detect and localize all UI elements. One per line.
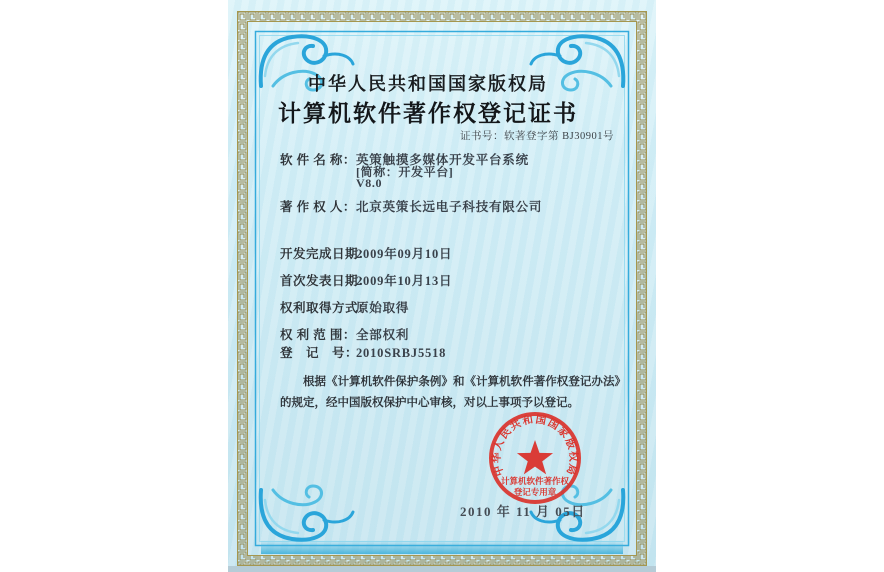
certificate-number: 证书号：软著登字第 BJ30901号 [460, 131, 614, 142]
field-label: 软 件 名 称： [280, 153, 356, 167]
field-label: 首次发表日期： [280, 274, 372, 288]
field-value: 英策触摸多媒体开发平台系统 [356, 153, 529, 167]
field-label: 权利取得方式： [280, 301, 372, 315]
field-row-copyright-owner [280, 197, 542, 215]
field-row-registration-number [280, 343, 446, 361]
field-row-first-publish-date [280, 271, 452, 289]
issuer-title: 中华人民共和国国家版权局 [308, 74, 548, 94]
seal-star-icon [517, 440, 553, 474]
seal-date: 2010 年 11 月 05日 [460, 504, 586, 519]
field-value: 2009年10月13日 [356, 274, 453, 288]
field-value: 北京英策长远电子科技有限公司 [356, 200, 543, 214]
field-label: 著 作 权 人： [280, 200, 356, 214]
field-value: 2009年09月10日 [356, 247, 453, 261]
seal-line1: 计算机软件著作权 [500, 476, 570, 486]
bottom-blue-band [261, 540, 623, 554]
field-row-rights-scope [280, 325, 409, 343]
software-short-name: [简称：开发平台] [356, 165, 454, 179]
field-value: 原始取得 [356, 301, 410, 315]
corner-flourish-icon [261, 486, 353, 540]
certificate-title: 计算机软件著作权登记证书 [278, 101, 578, 126]
field-label: 登 记 号： [280, 346, 359, 360]
field-value: 2010SRBJ5518 [356, 346, 447, 360]
seal-line2: 登记专用章 [513, 487, 557, 497]
field-label: 开发完成日期： [280, 247, 372, 261]
field-label: 权 利 范 围： [280, 328, 356, 342]
bottom-edge-strip [228, 566, 656, 572]
field-row-rights-acquisition [280, 298, 409, 316]
field-value: 全部权利 [356, 328, 410, 342]
field-row-dev-complete-date [280, 244, 452, 262]
registration-statement: 根据《计算机软件保护条例》和《计算机软件著作权登记办法》的规定，经中国版权保护中心审核，对以上事项予以登记。 [280, 376, 626, 409]
seal-arc-text: 中华人民共和国国家版权局 [491, 414, 579, 478]
certificate [228, 0, 656, 572]
official-seal [475, 398, 595, 518]
software-version: V8.0 [356, 176, 383, 190]
